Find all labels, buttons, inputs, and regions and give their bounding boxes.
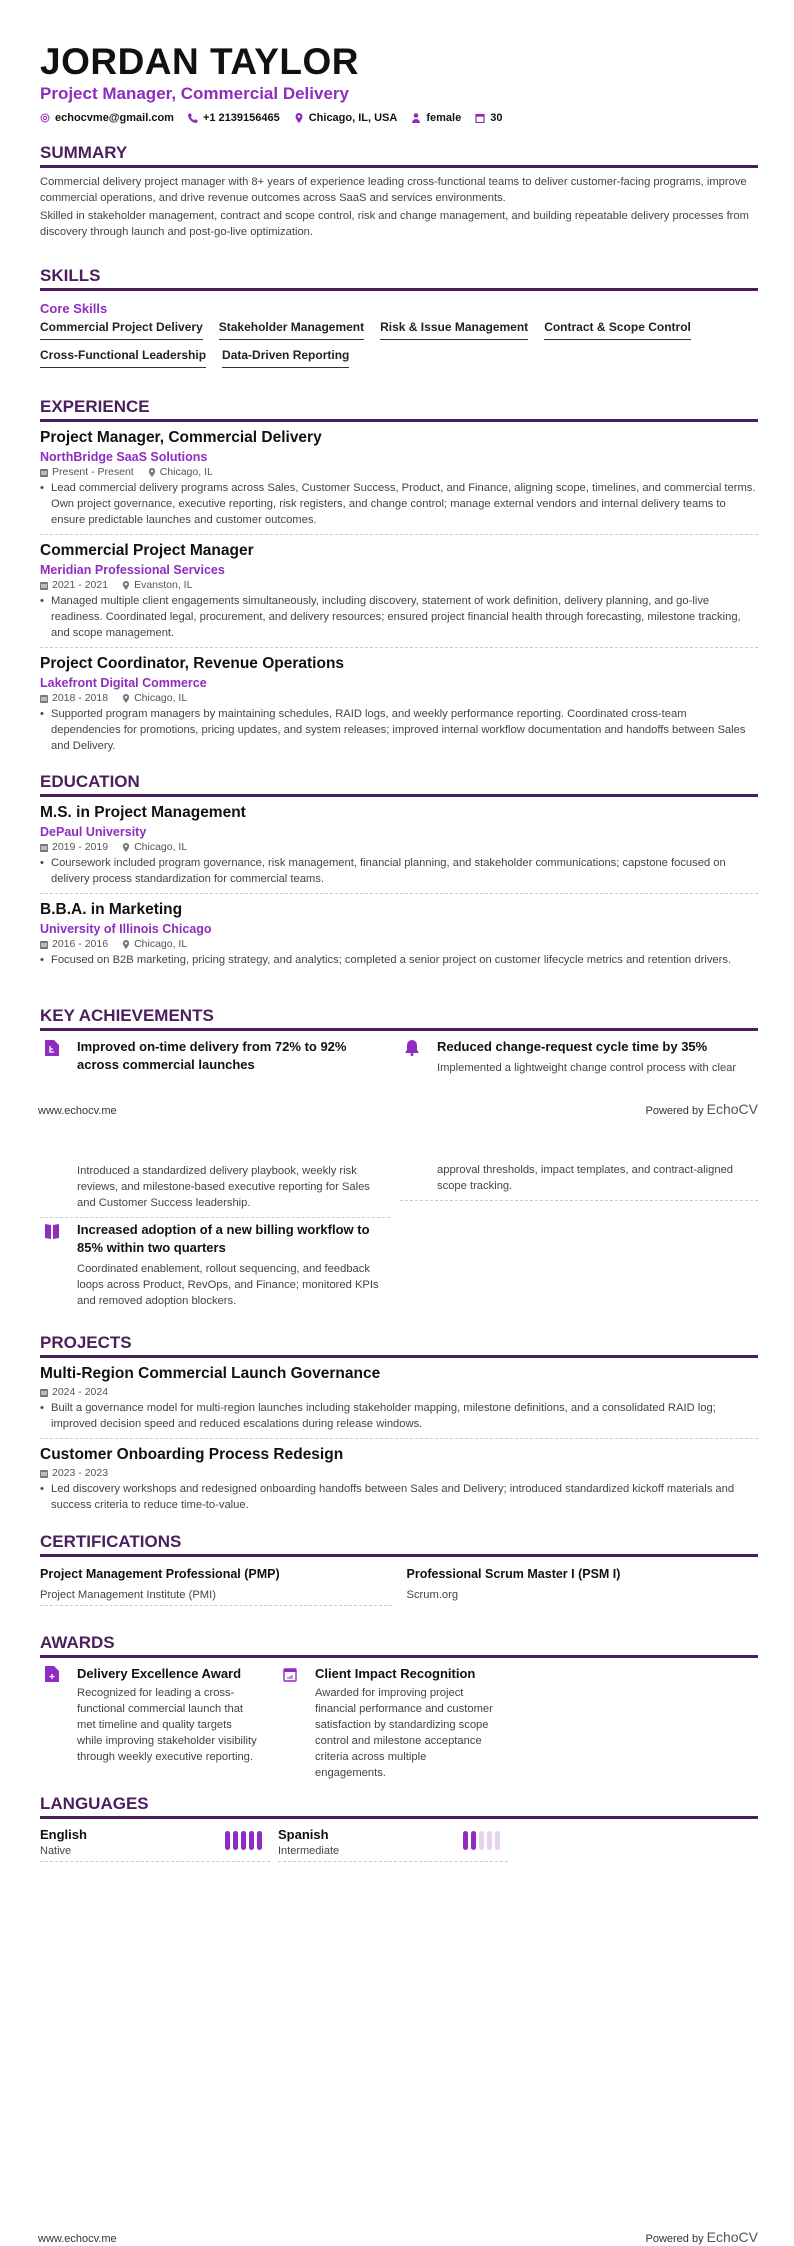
entry-bullet: • Built a governance model for multi-region launches including stakeholder mapping, milestone definitions, and a consolidated RAID log; improved decision speed and reduced escalations during release windows. (40, 1400, 758, 1432)
calendar-icon (40, 1469, 48, 1478)
entry-meta (40, 1386, 758, 1398)
footer-site-link[interactable]: www.echocv.me (38, 1105, 117, 1117)
section-heading: AWARDS (40, 1633, 758, 1658)
entry-bullet: • Coursework included program governance, risk management, financial planning, and stakeholder communications; capstone focused on delivery process standardization for commercial teams. (40, 855, 758, 887)
calendar-icon (40, 843, 48, 852)
entry-title: Project Manager, Commercial Delivery (40, 429, 322, 446)
achievement-item (40, 1038, 390, 1074)
section-heading: EDUCATION (40, 772, 758, 797)
entry-organization: Meridian Professional Services (40, 563, 225, 577)
proficiency-bar (487, 1831, 492, 1850)
skill-tag: Data-Driven Reporting (222, 348, 349, 368)
achievement-item-continued (400, 1162, 758, 1201)
skill-tag: Contract & Scope Control (544, 320, 691, 340)
contact-age: 30 (475, 112, 502, 124)
skill-tag: Risk & Issue Management (380, 320, 528, 340)
section-heading: SKILLS (40, 266, 758, 291)
language-item (278, 1821, 508, 1862)
resume-header (40, 42, 758, 124)
projects-section (40, 1333, 758, 1519)
entry-meta (40, 938, 758, 950)
calendar-icon (40, 468, 48, 477)
achievement-description: Coordinated enablement, rollout sequencing, and feedback loops across Product, RevOps, and Finance; monitored KPIs and removed adoption blockers. (77, 1263, 379, 1307)
brand-logo: EchoCV (706, 1101, 758, 1117)
entry-title: M.S. in Project Management (40, 804, 246, 821)
entry-bullet: • Supported program managers by maintaining schedules, RAID logs, and weekly performance reporting. Coordinated cross-team dependencies for promotions, pricing updates, and system releases; improved internal workflow documentation and handoffs between Sales and Delivery. (40, 706, 758, 754)
achievement-description: approval thresholds, impact templates, and contract-aligned scope tracking. (437, 1164, 734, 1192)
proficiency-rating (225, 1831, 262, 1850)
location-icon (122, 581, 130, 590)
entry-dates: 2023 - 2023 (52, 1467, 109, 1479)
certifications-section (40, 1532, 758, 1612)
powered-by: Powered by EchoCV (645, 1101, 758, 1117)
location-icon (294, 113, 304, 123)
document-plus-icon (45, 1666, 59, 1682)
achievement-title: Improved on-time delivery from 72% to 92% across commercial launches (77, 1039, 347, 1072)
certification-item: Project Management Professional (PMP) Project Management Institute (PMI) (40, 1561, 392, 1612)
proficiency-bar (471, 1831, 476, 1850)
entry-meta (40, 466, 758, 478)
footer-site-link[interactable]: www.echocv.me (38, 2233, 117, 2245)
language-item (40, 1821, 270, 1862)
entry-dates: 2016 - 2016 (52, 938, 109, 950)
calendar-icon (40, 694, 48, 703)
proficiency-bar (225, 1831, 230, 1850)
section-heading: SUMMARY (40, 143, 758, 168)
section-heading: KEY ACHIEVEMENTS (40, 1006, 758, 1031)
entry-location: Evanston, IL (134, 579, 193, 591)
entry-organization: University of Illinois Chicago (40, 922, 212, 936)
education-entry (40, 797, 758, 894)
entry-title: Customer Onboarding Process Redesign (40, 1446, 344, 1463)
language-level: Native (40, 1845, 72, 1857)
phone-icon (188, 113, 198, 123)
document-icon (45, 1040, 59, 1056)
language-name: Spanish (278, 1827, 329, 1842)
entry-meta (40, 841, 758, 853)
projects-entry (40, 1358, 758, 1439)
calendar-icon (475, 113, 485, 123)
calendar-icon (40, 940, 48, 949)
experience-entry (40, 422, 758, 535)
projects-entry (40, 1439, 758, 1519)
contact-row (40, 112, 758, 124)
experience-section (40, 397, 758, 760)
entry-meta (40, 579, 758, 591)
proficiency-bar (233, 1831, 238, 1850)
skill-tag: Stakeholder Management (219, 320, 364, 340)
skill-group-label: Core Skills (40, 301, 108, 316)
entry-dates: 2021 - 2021 (52, 579, 109, 591)
entry-organization: Lakefront Digital Commerce (40, 676, 207, 690)
bell-icon (405, 1040, 419, 1056)
experience-entry (40, 648, 758, 760)
proficiency-rating (463, 1831, 500, 1850)
entry-location: Chicago, IL (134, 938, 188, 950)
achievement-title: Reduced change-request cycle time by 35% (437, 1039, 708, 1054)
language-name: English (40, 1827, 87, 1842)
awards-section (40, 1633, 758, 1781)
contact-phone[interactable]: +1 2139156465 (188, 112, 280, 124)
entry-title: Project Coordinator, Revenue Operations (40, 655, 345, 672)
entry-organization: DePaul University (40, 825, 147, 839)
entry-location: Chicago, IL (134, 692, 188, 704)
section-heading: LANGUAGES (40, 1794, 758, 1819)
skill-tag: Cross-Functional Leadership (40, 348, 206, 368)
entry-bullet: • Lead commercial delivery programs across Sales, Customer Success, Product, and Finance, aligning scope, timelines, and commercial terms. Own project governance, executive reporting, risk registers, and change control; manage external vendors and internal delivery teams to ensure predictable launches and customer outcomes. (40, 480, 758, 528)
certification-item: Professional Scrum Master I (PSM I) Scrum.org (406, 1567, 621, 1601)
entry-bullet: • Led discovery workshops and redesigned onboarding handoffs between Sales and Delivery; introduced standardized kickoff materials and success criteria to reduce time-to-value. (40, 1481, 758, 1513)
location-icon (122, 843, 130, 852)
education-entry (40, 894, 758, 974)
entry-meta (40, 1467, 758, 1479)
entry-location: Chicago, IL (159, 466, 213, 478)
powered-by: Powered by EchoCV (645, 2229, 758, 2245)
section-heading: EXPERIENCE (40, 397, 758, 422)
skill-tag: Commercial Project Delivery (40, 320, 203, 340)
book-icon (45, 1223, 59, 1239)
at-icon (40, 113, 50, 123)
skills-list (40, 320, 758, 368)
entry-bullet: • Managed multiple client engagements simultaneously, including discovery, statement of work definition, delivery planning, and go-live readiness. Coordinated legal, procurement, and delivery resources; ensured project financial health through forecasting, milestone tracking, and scope management. (40, 593, 758, 641)
person-icon (411, 113, 421, 123)
contact-location: Chicago, IL, USA (294, 112, 398, 124)
entry-title: B.B.A. in Marketing (40, 901, 183, 918)
language-level: Intermediate (278, 1845, 340, 1857)
proficiency-bar (479, 1831, 484, 1850)
entry-dates: Present - Present (52, 466, 134, 478)
achievement-item (400, 1038, 758, 1076)
entry-location: Chicago, IL (134, 841, 188, 853)
contact-email[interactable]: echocvme@gmail.com (40, 112, 174, 124)
achievement-title: Increased adoption of a new billing workflow to 85% within two quarters (77, 1222, 370, 1255)
proficiency-bar (257, 1831, 262, 1850)
brand-logo: EchoCV (706, 2229, 758, 2245)
entry-bullet: • Focused on B2B marketing, pricing strategy, and analytics; completed a senior project on customer lifecycle metrics and retention drivers. (40, 952, 758, 968)
calendar-icon (40, 581, 48, 590)
achievement-item (40, 1221, 390, 1309)
entry-organization: NorthBridge SaaS Solutions (40, 450, 208, 464)
candidate-name: JORDAN TAYLOR (40, 41, 359, 82)
summary-section (40, 143, 758, 240)
location-icon (122, 940, 130, 949)
location-icon (148, 468, 156, 477)
entry-dates: 2019 - 2019 (52, 841, 109, 853)
contact-gender: female (411, 112, 461, 124)
skills-section (40, 266, 758, 368)
languages-section (40, 1794, 758, 1862)
location-icon (122, 694, 130, 703)
calendar-chart-icon (283, 1666, 297, 1682)
education-section (40, 772, 758, 974)
experience-entry (40, 535, 758, 648)
achievement-description: Introduced a standardized delivery playbook, weekly risk reviews, and milestone-based executive reporting for Sales and Customer Success leadership. (77, 1165, 370, 1209)
entry-title: Commercial Project Manager (40, 542, 254, 559)
entry-dates: 2024 - 2024 (52, 1386, 109, 1398)
summary-paragraph: Commercial delivery project manager with 8+ years of experience leading cross-functional teams to deliver customer-facing programs, improve commercial operations, and drive revenue outcomes across SaaS and services environments. (40, 176, 747, 204)
achievement-item-continued (40, 1163, 390, 1218)
achievement-description: Implemented a lightweight change control process with clear (437, 1062, 737, 1074)
candidate-role: Project Manager, Commercial Delivery (40, 84, 349, 103)
proficiency-bar (463, 1831, 468, 1850)
award-item: Delivery Excellence Award Recognized for leading a cross-functional commercial launch that met timeline and quality targets while improving stakeholder visibility through weekly executive reporting. (40, 1660, 270, 1781)
award-item: Client Impact Recognition Awarded for improving project financial performance and customer satisfaction by standardizing scope control and milestone acceptance criteria across multiple engagements. (278, 1660, 508, 1781)
section-heading: PROJECTS (40, 1333, 758, 1358)
entry-meta (40, 692, 758, 704)
section-heading: CERTIFICATIONS (40, 1532, 758, 1557)
proficiency-bar (495, 1831, 500, 1850)
proficiency-bar (249, 1831, 254, 1850)
calendar-icon (40, 1388, 48, 1397)
entry-title: Multi-Region Commercial Launch Governance (40, 1365, 381, 1382)
summary-paragraph: Skilled in stakeholder management, contract and scope control, risk and change management, and building repeatable delivery processes from discovery through launch and post-go-live optimization. (40, 210, 749, 238)
proficiency-bar (241, 1831, 246, 1850)
entry-dates: 2018 - 2018 (52, 692, 109, 704)
